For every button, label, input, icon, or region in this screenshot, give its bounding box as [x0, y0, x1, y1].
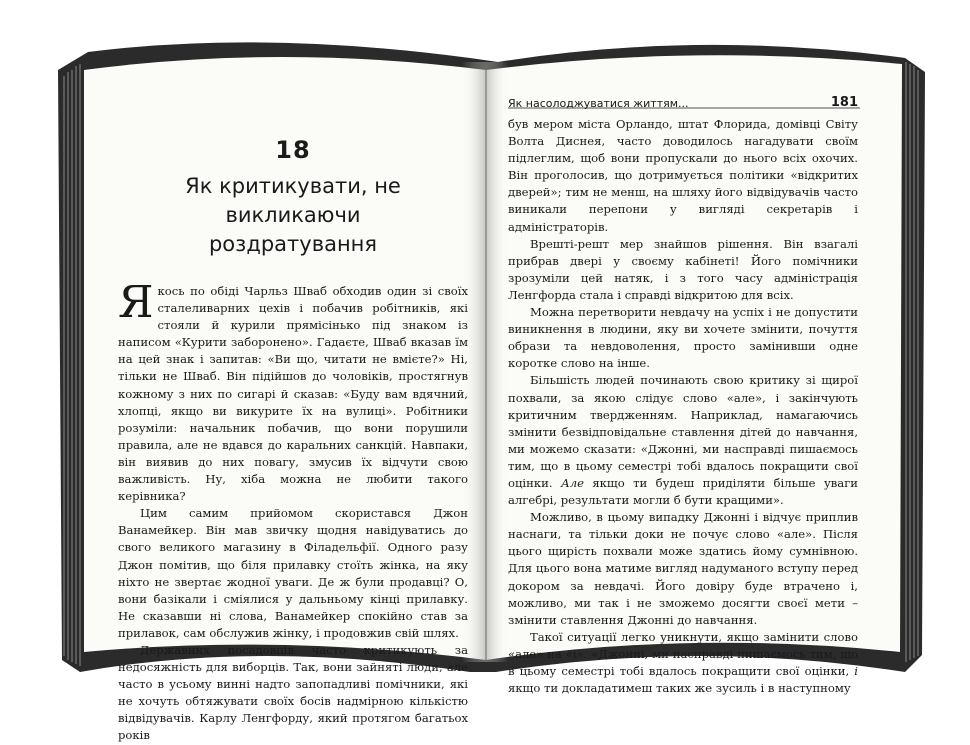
chapter-title-line-2: роздратування: [208, 232, 378, 256]
paragraph: Врешті-решт мер знайшов рішення. Він взагалі прибрав двері у своєму кабінеті! Його помічники зрозуміли цей натяк, і з того часу адміністрація Ленгфорда стала і справді відкритою для всіх.: [508, 236, 858, 302]
emphasis-text: Але: [560, 475, 584, 490]
paragraph: Можна перетворити невдачу на успіх і не допустити виникнення в людини, яку ви хочете змінити, почуття образи та невдоволення, просто замінивши одне коротке слово на інше.: [508, 305, 858, 371]
paragraph: Державних посадовців часто критикують за недосяжність для виборців. Так, вони зайняті люди, але часто в усьому винні надто запопадливі помічники, які не хочуть обтяжувати своїх босів надмірною кількістю відвідувачів. Карлу Ленгфорду, який протягом багатьох років: [118, 642, 468, 743]
paragraph-text: якщо ти докладатимеш таких же зусиль і в наступному: [508, 681, 851, 696]
paragraph-text: Такої ситуації легко уникнути, якщо замінити слово «але» на «і». «Джонні, ми насправді пишаємось тим, що в цьому семестрі тобі вдалось покращити свої оцінки,: [508, 629, 858, 678]
paragraph: [508, 629, 858, 697]
emphasis-text: і: [854, 664, 858, 678]
gutter-shadow-right: [486, 62, 508, 662]
paragraph: Можливо, в цьому випадку Джонні і відчує приплив наснаги, та тільки доки не почує слово «але». Після цього щирість похвали може здатись йому сумнівною. Для цього вона матиме вигляд надуманого вступу перед докором за невдачі. Його довіру буде втрачено і, можливо, ми так і не зможемо досягти своєї мети – змінити ставлення Джонні до навчання.: [508, 510, 858, 627]
page-number: 181: [830, 95, 858, 110]
right-page-text: [508, 92, 858, 697]
chapter-number: 18: [275, 136, 311, 164]
paragraph: був мером міста Орландо, штат Флорида, домівці Світу Волта Диснея, часто доводилось нагадувати своїм підлеглим, щоб вони пропускали до нього всіх охочих. Він проголосив, що дотримується політики «відкритих дверей»; тим не менш, на шляху його відвідувачів часто виникали перепони у вигляді секретарів і адміністраторів.: [508, 117, 858, 234]
running-head: [508, 92, 858, 110]
left-page-text: [118, 130, 468, 745]
paragraph: [508, 372, 858, 509]
paragraph-text: якщо ти будеш приділяти більше уваги алгебрі, результати могли б бути кращими».: [508, 475, 859, 508]
drop-cap: Я: [118, 277, 154, 328]
paragraph-text: Більшість людей починають свою критику зі щирої похвали, за якою слідує слово «але», і закінчують критичним твердженням. Наприклад, намагаючись змінити безвідповідальне ставлення дітей до навчання, ми можемо сказати: «Джонні, ми насправді пишаємось тим, що в цьому семестрі тобі вдалось покращити свої оцінки.: [508, 373, 858, 490]
paragraph: Цим самим прийомом скористався Джон Ванамейкер. Він мав звичку щодня навідуватись до свого великого магазину в Філадельфії. Одного разу Джон помітив, що біля прилавку стоїть жінка, на яку ніхто не звертає жодної уваги. Де ж були продавці? О, вони базікали і сміялися у дальньому кінці прилавку. Не сказавши ні слова, Ванамейкер спокійно став за прилавок, сам обслужив жінку, і продовжив свій шлях.: [118, 506, 468, 640]
paragraph: [118, 277, 468, 505]
chapter-title: [118, 172, 468, 259]
running-head-title: Як насолоджуватися життям...: [508, 97, 689, 110]
chapter-title-line-1: Як критикувати, не викликаючи: [185, 174, 401, 227]
paragraph-text: кось по обіді Чарльз Шваб обходив один зі своїх сталеливарних цехів і побачив робітників, які стояли й курили прямісінько під знаком із написом «Курити заборонено». Гадаєте, Шваб вказав їм на цей знак і запитав: «Ви що, читати не вмієте?» Ні, тільки не Шваб. Він підійшов до чоловіків, простягнув кожному з них по сигарі й сказав: «Буду вам вдячний, хлопці, якщо ви викурите їх на вулиці». Робітники розуміли: начальник побачив, що вони порушили правила, але не вдався до каральних санкцій. Навпаки, він виявив до них повагу, змусив їх відчути свою важливість. Ну, хіба можна не любити такого керівника?: [118, 284, 468, 504]
